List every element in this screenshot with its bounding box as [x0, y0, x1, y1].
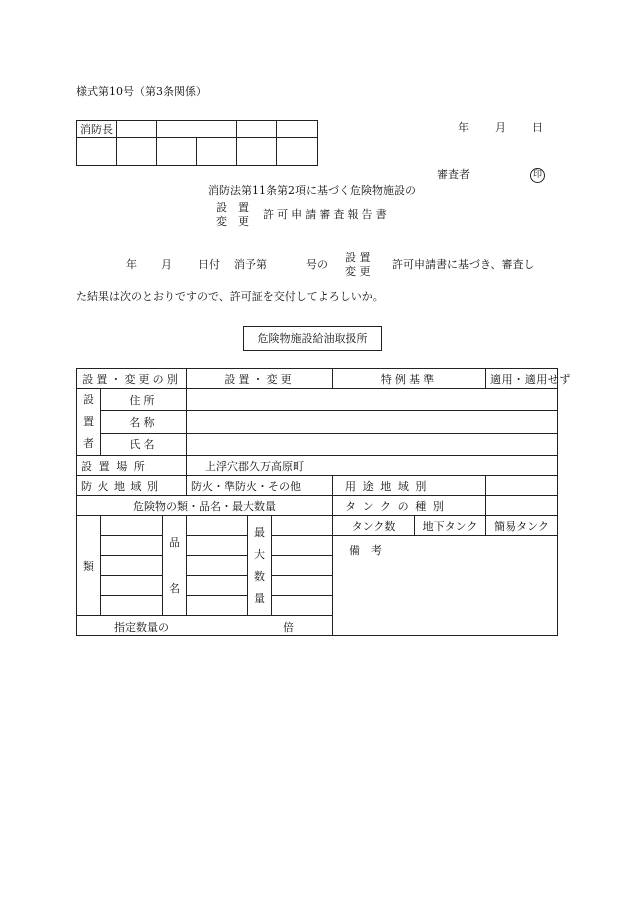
title-install: 設 置 — [216, 201, 249, 214]
approval-cell[interactable] — [237, 138, 277, 166]
site-field[interactable]: 上浮穴郡久万高原町 — [187, 456, 558, 476]
times-label: 倍 — [283, 621, 294, 634]
install-change-label: 設置・変更の別 — [77, 369, 187, 389]
title-line: 消防法第11条第2項に基づく危険物施設の — [208, 184, 416, 197]
person-name-label: 氏名 — [101, 433, 187, 455]
special-standard-label: 特例基準 — [333, 369, 486, 389]
approval-stamp-grid — [76, 120, 318, 166]
body-day: 日付 — [198, 258, 220, 271]
install-change-value[interactable]: 設置・変更 — [187, 369, 333, 389]
date-day: 日 — [532, 121, 543, 134]
approval-cell[interactable] — [77, 138, 117, 166]
approval-cell[interactable] — [237, 121, 277, 138]
max-quantity-cell[interactable] — [272, 556, 333, 576]
class-cell[interactable] — [101, 596, 163, 616]
approval-cell[interactable] — [157, 138, 197, 166]
body-text-1: 許可申請書に基づき、審査し — [392, 258, 535, 271]
form-number: 様式第10号（第3条関係） — [76, 85, 207, 98]
body-ref-suffix: 号の — [306, 258, 328, 271]
installer-label: 設置者 — [77, 389, 101, 456]
max-quantity-label: 最大数量 — [248, 516, 272, 616]
approval-cell[interactable] — [197, 138, 237, 166]
remarks-field[interactable] — [333, 536, 558, 636]
class-cell[interactable] — [101, 556, 163, 576]
item-name-cell[interactable] — [187, 556, 248, 576]
approval-cell[interactable] — [277, 138, 318, 166]
body-change: 変 更 — [345, 265, 371, 278]
approval-cell[interactable] — [277, 121, 318, 138]
designated-quantity-label: 指定数量の — [114, 621, 169, 634]
name-label: 名称 — [101, 411, 187, 433]
date-month: 月 — [495, 121, 506, 134]
special-standard-value[interactable]: 適用・適用せず — [486, 369, 558, 389]
body-install: 設 置 — [345, 251, 371, 264]
facility-type-box: 危険物施設給油取扱所 — [243, 326, 382, 351]
body-month: 月 — [161, 258, 172, 271]
remarks-label: 備考 — [349, 544, 394, 557]
tank-type-label: タンクの種別 — [333, 496, 486, 516]
use-zone-field[interactable] — [486, 476, 558, 496]
designated-quantity-row[interactable] — [77, 616, 333, 636]
approval-cell[interactable] — [117, 121, 157, 138]
class-cell[interactable] — [101, 536, 163, 556]
tank-type-field[interactable] — [486, 496, 558, 516]
item-name-cell[interactable] — [187, 516, 248, 536]
title-change: 変 更 — [216, 215, 249, 228]
title-report: 許可申請審査報告書 — [263, 208, 390, 221]
body-ref-prefix: 消予第 — [234, 258, 267, 271]
body-year: 年 — [126, 258, 137, 271]
max-quantity-cell[interactable] — [272, 576, 333, 596]
name-field[interactable] — [187, 411, 558, 433]
application-form-table — [76, 368, 571, 636]
person-name-field[interactable] — [187, 433, 558, 455]
fire-zone-field[interactable]: 防火・準防火・その他 — [187, 476, 333, 496]
approval-cell[interactable] — [157, 121, 237, 138]
hazmat-header: 危険物の類・品名・最大数量 — [77, 496, 333, 516]
max-quantity-cell[interactable] — [272, 536, 333, 556]
address-label: 住所 — [101, 389, 187, 411]
address-field[interactable] — [187, 389, 558, 411]
item-name-label: 品名 — [163, 516, 187, 616]
inspector-label: 審査者 — [437, 168, 470, 181]
item-name-cell[interactable] — [187, 536, 248, 556]
item-name-cell[interactable] — [187, 596, 248, 616]
tank-count-label: タンク数 — [333, 516, 415, 536]
max-quantity-cell[interactable] — [272, 596, 333, 616]
seal-mark: 印 — [530, 168, 545, 183]
class-label: 類 — [77, 516, 101, 616]
chief-label: 消防長 — [77, 121, 117, 138]
max-quantity-cell[interactable] — [272, 516, 333, 536]
underground-tank-label: 地下タンク — [415, 516, 486, 536]
date-year: 年 — [458, 121, 469, 134]
class-cell[interactable] — [101, 576, 163, 596]
fire-zone-label: 防火地域別 — [77, 476, 187, 496]
simple-tank-label: 簡易タンク — [486, 516, 558, 536]
use-zone-label: 用途地域別 — [333, 476, 486, 496]
site-label: 設置場所 — [77, 456, 187, 476]
body-text-2: た結果は次のとおりですので、許可証を交付してよろしいか。 — [76, 290, 384, 303]
class-cell[interactable] — [101, 516, 163, 536]
item-name-cell[interactable] — [187, 576, 248, 596]
approval-cell[interactable] — [117, 138, 157, 166]
